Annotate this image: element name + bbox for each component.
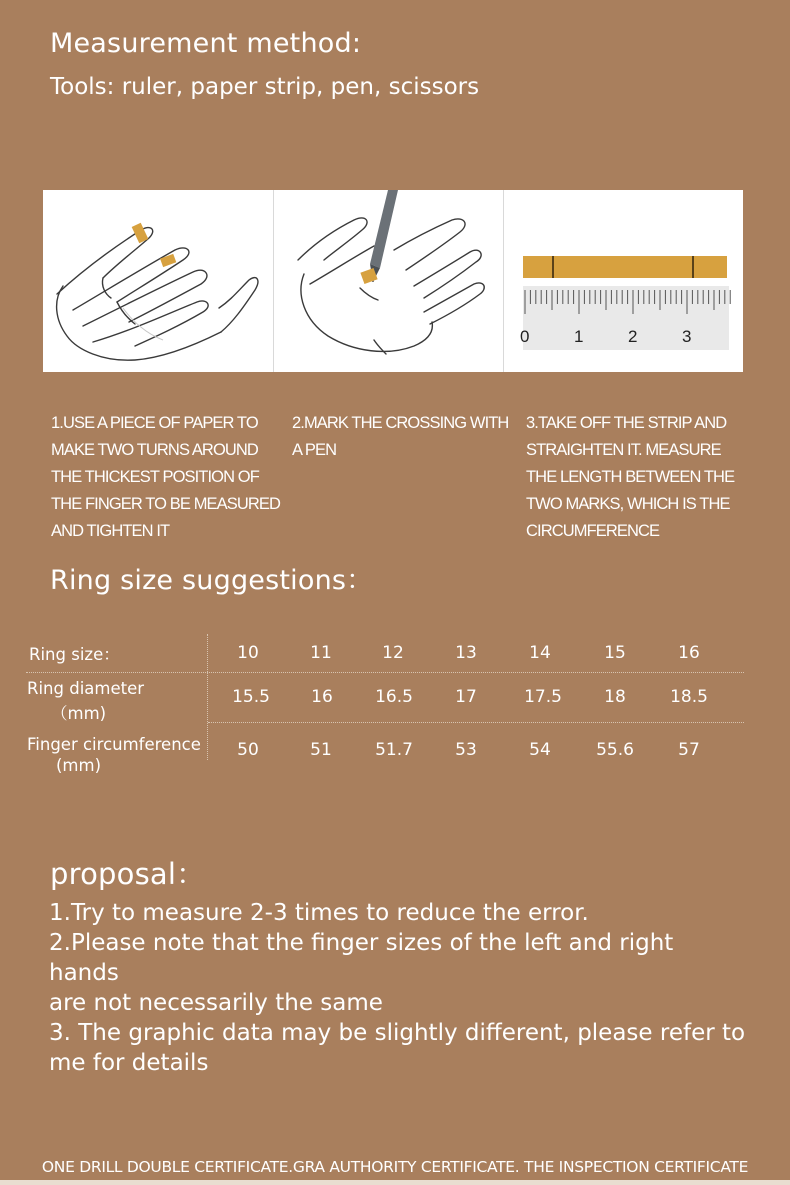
tools-line: Tools: ruler, paper strip, pen, scissors (50, 74, 480, 100)
ruler-tick-label: 2 (628, 327, 638, 346)
table-divider (208, 722, 744, 723)
table-cell: 54 (529, 740, 551, 760)
proposal-item: 2.Please note that the finger sizes of the left and right hands (49, 930, 674, 986)
section-title-measurement: Measurement method: (50, 28, 362, 59)
illustration-strip-ruler (504, 190, 743, 372)
ruler-tick-label: 3 (682, 327, 692, 346)
proposal-item: are not necessarily the same (49, 990, 383, 1016)
table-cell: 16.5 (375, 687, 413, 707)
table-cell: 16 (678, 643, 700, 663)
proposal-item: 3. The graphic data may be slightly different, please refer to (49, 1020, 746, 1046)
table-cell: 11 (310, 643, 332, 663)
ruler-tick-label: 0 (520, 327, 530, 346)
section-title-ring-size: Ring size suggestions： (50, 565, 374, 596)
ring-size-table (26, 634, 746, 774)
row-label-finger-circumference: Finger circumference (27, 735, 201, 754)
illustration-strip (43, 190, 743, 372)
step-1-text: 1.USE A PIECE OF PAPER TO MAKE TWO TURNS AROUND THE THICKEST POSITION OF THE FINGER TO BE MEASURED AND TIGHTEN IT (51, 414, 281, 540)
table-cell: 16 (311, 687, 333, 707)
hand-mark-drawing (274, 190, 503, 372)
hand-wrap-drawing (43, 190, 273, 372)
table-cell: 53 (455, 740, 477, 760)
illustration-hand-mark (274, 190, 503, 372)
table-cell: 57 (678, 740, 700, 760)
table-cell: 12 (382, 643, 404, 663)
step-3-text: 3.TAKE OFF THE STRIP AND STRAIGHTEN IT. MEASURE THE LENGTH BETWEEN THE TWO MARKS, WHICH IS THE CIRCUMFERENCE (526, 414, 735, 540)
table-cell: 13 (455, 643, 477, 663)
row-label-ring-size: Ring size： (29, 645, 120, 664)
table-cell: 15.5 (232, 687, 270, 707)
proposal-item: me for details (49, 1050, 209, 1076)
table-cell: 17 (455, 687, 477, 707)
proposal-item: 1.Try to measure 2-3 times to reduce the error. (49, 900, 589, 926)
proposal-list (49, 898, 749, 1078)
footer-certificate-text: ONE DRILL DOUBLE CERTIFICATE.GRA AUTHORITY CERTIFICATE. THE INSPECTION CERTIFICATE (41, 1158, 749, 1176)
row-label-unit: （mm) (51, 704, 107, 723)
table-cell: 51 (310, 740, 332, 760)
table-cell: 18.5 (670, 687, 708, 707)
section-title-proposal: proposal： (50, 857, 206, 891)
strip-ruler-drawing (504, 190, 743, 372)
table-cell: 15 (604, 643, 626, 663)
row-label-unit: (mm) (56, 756, 102, 775)
table-divider (207, 634, 208, 760)
table-cell: 51.7 (375, 740, 413, 760)
table-cell: 14 (529, 643, 551, 663)
step-2-text: 2.MARK THE CROSSING WITH A PEN (292, 414, 509, 459)
table-divider (26, 672, 744, 673)
table-cell: 50 (237, 740, 259, 760)
illustration-hand-wrap (43, 190, 273, 372)
table-cell: 10 (237, 643, 259, 663)
footer-rule (0, 1180, 790, 1185)
ruler-tick-label: 1 (574, 327, 584, 346)
row-label-ring-diameter: Ring diameter (27, 679, 145, 698)
table-cell: 18 (604, 687, 626, 707)
table-cell: 17.5 (524, 687, 562, 707)
table-cell: 55.6 (596, 740, 634, 760)
